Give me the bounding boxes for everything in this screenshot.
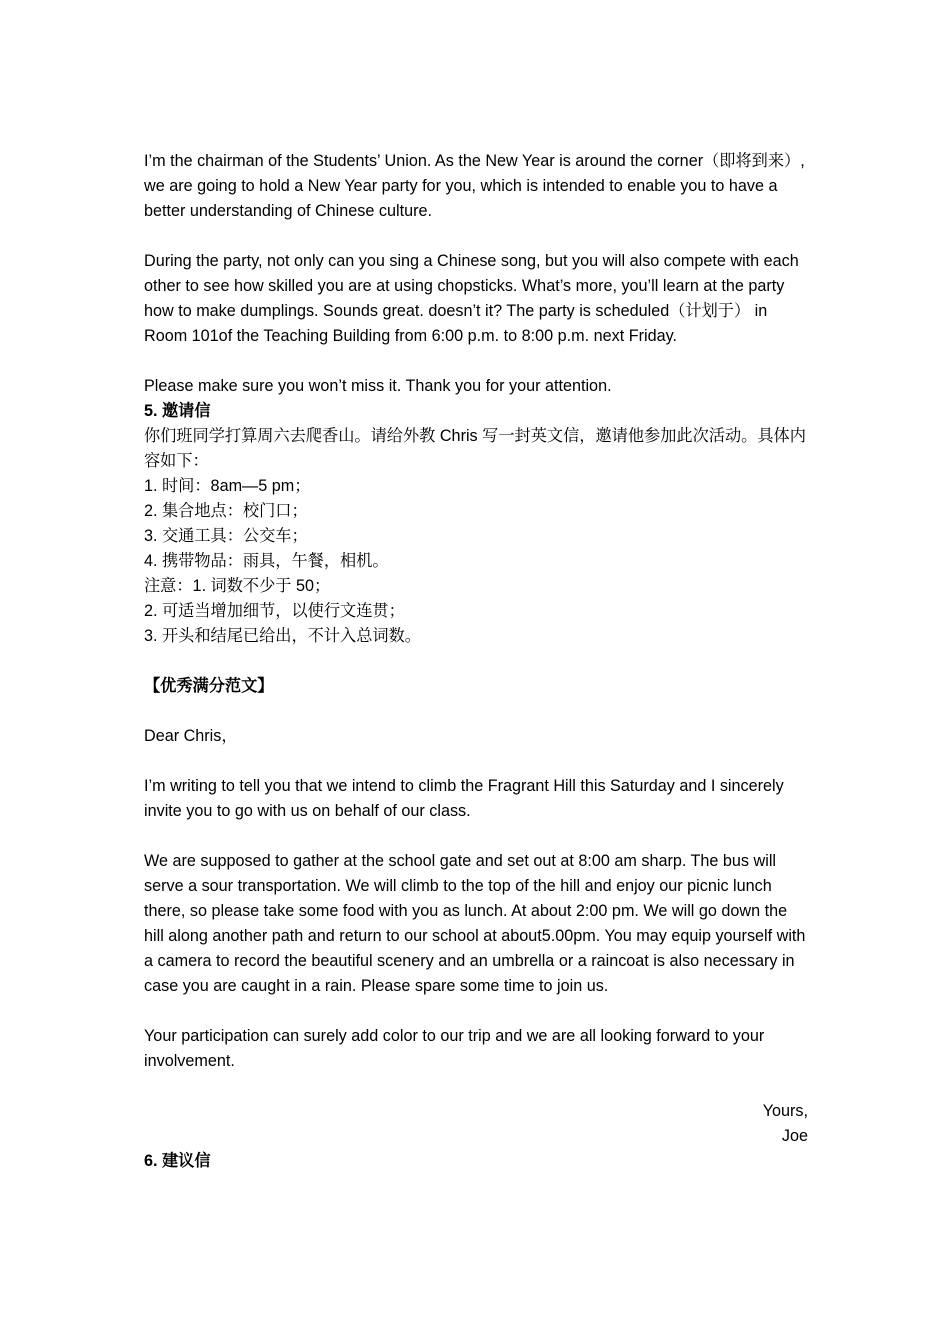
model-paragraph-3: Your participation can surely add color to our trip and we are all looking forward to your involvement.	[144, 1027, 765, 1070]
model-paragraph-1: I’m writing to tell you that we intend to climb the Fragrant Hill this Saturday and I sincerely invite you to go with us on behalf of our class.	[144, 777, 784, 820]
salutation: Dear Chris，	[144, 727, 238, 745]
letter1-paragraph-1: I’m the chairman of the Students’ Union. As the New Year is around the corner（即将到来）, we are going to hold a New Year party for you, which is intended to enable you to have a better understanding of Chinese culture.	[144, 152, 805, 220]
model-essay-heading: 【优秀满分范文】	[144, 677, 274, 695]
task-item-belongings: 4. 携带物品：雨具，午餐，相机。	[144, 552, 389, 570]
task-item-time: 1. 时间：8am—5 pm；	[144, 477, 311, 495]
document-page	[144, 149, 808, 1174]
section5-heading: 5. 邀请信	[144, 402, 211, 420]
task-item-transport: 3. 交通工具：公交车；	[144, 527, 308, 545]
note-details: 2. 可适当增加细节，以使行文连贯；	[144, 602, 405, 620]
model-paragraph-2: We are supposed to gather at the school gate and set out at 8:00 am sharp. The bus will serve a sour transportation. We will climb to the top of the hill and enjoy our picnic lunch there, so please take some food with you as lunch. At about 2:00 pm. We will go down the hill along another path and return to our school at about5.00pm. You may equip yourself with a camera to record the beautiful scenery and an umbrella or a raincoat is also necessary in case you are caught in a rain. Please spare some time to join us.	[144, 852, 806, 995]
task-item-place: 2. 集合地点：校门口；	[144, 502, 308, 520]
note-opening-closing: 3. 开头和结尾已给出，不计入总词数。	[144, 627, 421, 645]
section6-heading: 6. 建议信	[144, 1152, 211, 1170]
signature: Joe	[781, 1127, 808, 1145]
note-word-count: 注意：1. 词数不少于 50；	[144, 577, 331, 595]
closing: Yours,	[762, 1102, 808, 1120]
letter1-paragraph-2: During the party, not only can you sing a Chinese song, but you will also compete with each other to see how skilled you are at using chopsticks. What’s more, you’ll learn at the party how to make dumplings. Sounds great. doesn’t it? The party is scheduled（计划于） in Room 101of the Teaching Building from 6:00 p.m. to 8:00 p.m. next Friday.	[144, 252, 799, 345]
letter1-paragraph-3: Please make sure you won’t miss it. Thank you for your attention.	[144, 377, 612, 395]
section5-task: 你们班同学打算周六去爬香山。请给外教 Chris 写一封英文信，邀请他参加此次活动。具体内容如下：	[144, 427, 806, 470]
